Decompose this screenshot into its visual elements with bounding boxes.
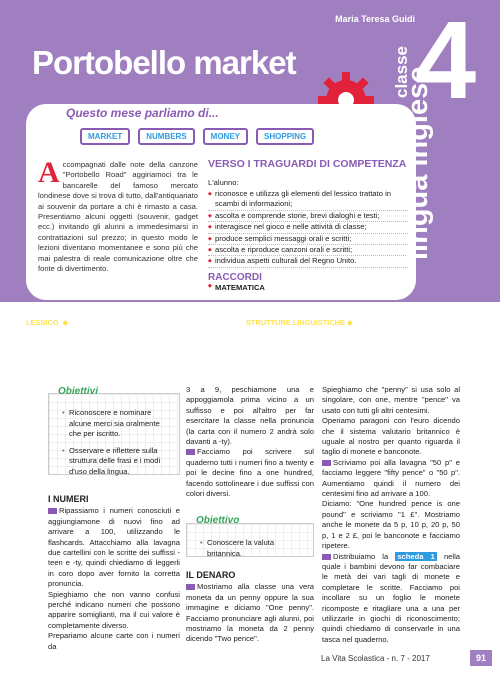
class-number: 4	[415, 0, 477, 122]
lessico-box: LESSICO ◆ Numbers 1-100, pounds, penny, pence, money, market, money box, teapot, magnet, key ring, pencil case, phone cover, box of tea, mug, stalls, antiques, fruit, clothes, post box, bus, phone box, taxi, cheap, expensive.	[26, 318, 239, 360]
lessico-label: LESSICO	[26, 318, 59, 327]
strutture-box: STRUTTURE LINGUISTICHE ◆ Can I have…? Yes, here you are, how much is it/that? It's… thank you, it's cheap/expensive.	[246, 318, 413, 349]
competenze-heading: VERSO I TRAGUARDI DI COMPETENZA	[208, 158, 407, 170]
raccordi-item: ◆ MATEMATICA	[208, 283, 408, 292]
list-item: ◆ ascolta e riproduce canzoni orali e scritti;	[208, 245, 408, 256]
section-heading-denaro: IL DENARO	[186, 570, 236, 580]
intro-body: ccompagnati dalle note della canzone "Portobello Road" aggiriamoci tra le bancarelle del famoso mercato londinese dove si trova di tutto, dall'antiquariato ai souvenir da portare a chi è rimasto a casa. Presentiamo alcuni oggetti (souvenir, gadget ecc.) invitando gli alunni a immedesimarsi in contrattazioni sul prezzo; in questo modo le lezioni diventano momentanee e sono più che mai palestra di reale comunicazione oltre che fonte di divertimento.	[38, 160, 198, 274]
bullet-square-icon	[322, 460, 331, 466]
column-1	[48, 490, 180, 652]
column-2-lower	[186, 566, 314, 645]
tag-shopping: SHOPPING	[256, 128, 314, 145]
paragraph: nella quale i bambini devono far combaciare le metà dei vari tagli di monete e completare le scritte. Facciamo poi incollare su un foglio le monete ricomposte e ritagliare una a una per utilizzarle in giochi di riconoscimento; quindi chiediamo di conservarle in una tasca nel quaderno.	[322, 551, 460, 644]
bullet-square-icon	[322, 554, 331, 560]
objectives-title-2: Obiettivo	[196, 515, 240, 526]
paragraph: Facciamo poi scrivere sul quaderno tutti i numeri fino a twenty e poi le decine fino a one hundred, facendo sottolineare i due suffissi con colori diversi.	[186, 447, 314, 499]
column-3	[322, 385, 460, 645]
section-heading-numeri: I NUMERI	[48, 494, 89, 504]
competenze-lead: L'alunno:	[208, 178, 239, 187]
drop-cap: A	[38, 156, 60, 189]
page-title: Portobello market	[32, 44, 296, 81]
strutture-text: Can I have…? Yes, here you are, how much is it/that? It's… thank you, it's cheap/expensive.	[246, 318, 413, 349]
paragraph: Spieghiamo che "penny" si usa solo al singolare, con one, mentre "pence" va usato con tutti gli altri centesimi.	[322, 385, 460, 415]
author-name: Maria Teresa Guidi	[335, 14, 415, 24]
page-number: 91	[470, 650, 492, 666]
paragraph: Scriviamo poi alla lavagna "50 p" e facciamo leggere "fifty pence" o "50 p". Aumentiamo quindi il numero dei centesimi fino ad arrivare a 100.	[322, 457, 460, 499]
competenze-list	[208, 189, 408, 268]
column-2	[186, 385, 314, 499]
list-item: • Osservare e riflettere sulla struttura delle frasi e i modi d'uso della lingua.	[63, 446, 171, 478]
list-item: ◆ interagisce nel gioco e nelle attività di classe;	[208, 222, 408, 233]
objectives-title-1: Obiettivi	[58, 386, 99, 397]
tag-market: MARKET	[80, 128, 130, 145]
tag-numbers: NUMBERS	[138, 128, 194, 145]
paragraph: Diciamo: "One hundred pence is one pound" e scriviamo "1 £". Mostriamo anche le monete da 5 p, 10 p, 20 p, 50 p, 1 e 2 £, poi le banconote e facciamo ripetere.	[322, 499, 460, 551]
footer-magazine: La Vita Scolastica - n. 7 - 2017	[321, 654, 430, 663]
scheda-badge: scheda 1	[397, 551, 435, 561]
paragraph: Mostriamo alla classe una vera moneta da un penny oppure la sua immagine e diciamo "One penny". Facciamo pronunciare agli alunni, poi mostriamo la moneta da 2 penny dicendo "Two pence".	[186, 582, 314, 644]
paragraph: Ripassiamo i numeri conosciuti e aggiungiamone di nuovi fino ad arrivare a 100, utilizzando le flashcards. Attacchiamo alla lavagna due cartellini con le scritte dei suffissi -teen e -ty, quindi chiediamo di leggerli in coro dopo aver fornito la corretta pronuncia.	[48, 506, 180, 589]
subject-vertical-title: lingua inglese	[402, 66, 434, 260]
paragraph: Prepariamo alcune carte con i numeri da	[48, 631, 180, 651]
tag-money: MONEY	[203, 128, 248, 145]
paragraph: Spieghiamo che non vanno confusi perché indicano numeri che possono apparire somiglianti, ma il cui valore è completamente diverso.	[48, 589, 180, 630]
intro-text	[38, 156, 198, 274]
lessico-text: Numbers 1-100, pounds, penny, pence, money, market, money box, teapot, magnet, key ring, pencil case, phone cover, box of tea, mug, stalls, antiques, fruit, clothes, post box, bus, phone box, taxi, cheap, expensive.	[26, 318, 239, 360]
topic-tags	[80, 128, 314, 145]
bullet-square-icon	[186, 584, 195, 590]
class-label: classe	[392, 46, 411, 98]
list-item: ◆ produce semplici messaggi orali e scritti;	[208, 234, 408, 245]
this-month-heading: Questo mese parliamo di...	[66, 106, 219, 120]
objectives-list-1	[49, 394, 179, 489]
objectives-list-2	[187, 524, 313, 571]
bullet-square-icon	[48, 508, 57, 514]
paragraph: Distribuiamo la	[333, 551, 389, 561]
list-item: ◆ individua aspetti culturali del Regno Unito.	[208, 256, 408, 267]
paragraph: 3 a 9, peschiamone una e appoggiamola prima vicino a un suffisso e poi all'altro per far esercitare la classe nella pronuncia (la carta con il numero 2 andrà solo davanti a -ty).	[186, 385, 314, 447]
objectives-box-1	[48, 393, 180, 475]
paragraph: Operiamo paragoni con l'euro dicendo che il sistema valutario britannico è uguale al nostro per quanto riguarda il taglio di monete e banconote.	[322, 416, 460, 457]
list-item: ◆ riconosce e utilizza gli elementi del lessico trattato in scambi di informazioni;	[208, 189, 408, 211]
raccordi-heading: RACCORDI	[208, 271, 262, 283]
strutture-label: STRUTTURE LINGUISTICHE	[246, 318, 345, 327]
list-item: • Conoscere la valuta britannica.	[201, 538, 305, 559]
objectives-box-2	[186, 523, 314, 557]
list-item: • Riconoscere e nominare alcune merci sia oralmente che per iscritto.	[63, 408, 171, 440]
competenze-box	[208, 158, 408, 292]
list-item: ◆ ascolta e comprende storie, brevi dialoghi e testi;	[208, 211, 408, 222]
bullet-square-icon	[186, 449, 195, 455]
